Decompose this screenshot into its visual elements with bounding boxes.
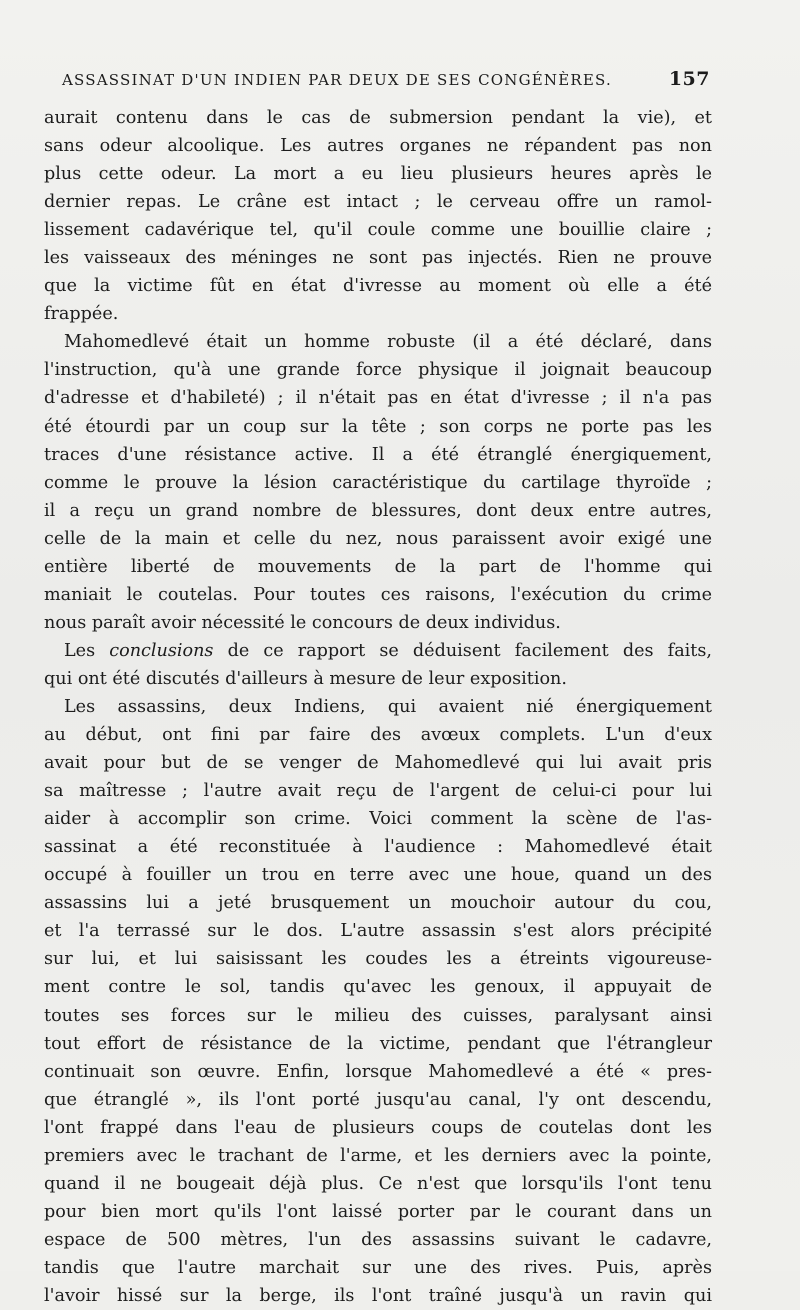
text-line: que la victime fût en état d'ivresse au moment où elle a été — [44, 276, 712, 297]
text-line: aider à accomplir son crime. Voici comment la scène de l'as- — [44, 809, 712, 830]
italic-term: conclusions — [109, 640, 214, 661]
text-line: les vaisseaux des méninges ne sont pas injectés. Rien ne prouve — [44, 248, 712, 269]
running-header — [62, 68, 710, 90]
text-line: traces d'une résistance active. Il a été étranglé énergiquement, — [44, 444, 712, 465]
text-line: frappée. — [44, 304, 119, 325]
text-line: sa maîtresse ; l'autre avait reçu de l'argent de celui-ci pour lui — [44, 781, 712, 802]
text-line: lissement cadavérique tel, qu'il coule comme une bouillie claire ; — [44, 220, 712, 241]
text-line: avait pour but de se venger de Mahomedlevé qui lui avait pris — [44, 753, 712, 774]
text-line: été étourdi par un coup sur la tête ; son corps ne porte pas les — [44, 416, 712, 437]
text-line: nous paraît avoir nécessité le concours de deux individus. — [44, 612, 561, 633]
text-line: qui ont été discutés d'ailleurs à mesure de leur exposition. — [44, 668, 567, 689]
running-title: ASSASSINAT D'UN INDIEN PAR DEUX DE SES CONGÉNÈRES. — [62, 71, 612, 89]
body-text — [44, 104, 712, 1310]
text-line: tandis que l'autre marchait sur une des rives. Puis, après — [44, 1257, 712, 1278]
text-line: quand il ne bougeait déjà plus. Ce n'est que lorsqu'ils l'ont tenu — [44, 1173, 712, 1194]
text-line: toutes ses forces sur le milieu des cuisses, paralysant ainsi — [44, 1005, 712, 1026]
text-line: l'instruction, qu'à une grande force physique il joignait beaucoup — [44, 360, 712, 381]
text-line: dernier repas. Le crâne est intact ; le cerveau offre un ramol- — [44, 192, 712, 213]
text-line: occupé à fouiller un trou en terre avec une houe, quand un des — [44, 865, 712, 886]
text-line: sassinat a été reconstituée à l'audience : Mahomedlevé était — [44, 837, 712, 858]
text-line: Les conclusions de ce rapport se déduisent facilement des faits, — [64, 640, 712, 661]
text-line: continuait son œuvre. Enfin, lorsque Mahomedlevé a été « pres- — [44, 1061, 712, 1082]
text-line: entière liberté de mouvements de la part de l'homme qui — [44, 556, 712, 577]
text-line: ment contre le sol, tandis qu'avec les genoux, il appuyait de — [44, 977, 712, 998]
text-line: et l'a terrassé sur le dos. L'autre assassin s'est alors précipité — [44, 921, 712, 942]
text-line: espace de 500 mètres, l'un des assassins suivant le cadavre, — [44, 1229, 712, 1250]
text-line: Mahomedlevé était un homme robuste (il a été déclaré, dans — [64, 332, 712, 353]
text-line: comme le prouve la lésion caractéristique du cartilage thyroïde ; — [44, 472, 712, 493]
text-line: l'ont frappé dans l'eau de plusieurs coups de coutelas dont les — [44, 1117, 712, 1138]
text-line: assassins lui a jeté brusquement un mouchoir autour du cou, — [44, 893, 712, 914]
text-line: que étranglé », ils l'ont porté jusqu'au canal, l'y ont descendu, — [44, 1089, 712, 1110]
text-line: maniait le coutelas. Pour toutes ces raisons, l'exécution du crime — [44, 584, 712, 605]
text-line: sans odeur alcoolique. Les autres organes ne répandent pas non — [44, 136, 712, 157]
text-line: aurait contenu dans le cas de submersion pendant la vie), et — [44, 108, 712, 128]
page-number: 157 — [668, 68, 710, 90]
text-line: il a reçu un grand nombre de blessures, dont deux entre autres, — [44, 500, 712, 521]
text-line: plus cette odeur. La mort a eu lieu plusieurs heures après le — [44, 164, 712, 185]
text-line: d'adresse et d'habileté) ; il n'était pas en état d'ivresse ; il n'a pas — [44, 388, 712, 409]
text-line: l'avoir hissé sur la berge, ils l'ont traîné jusqu'à un ravin qui — [44, 1285, 712, 1306]
text-line: tout effort de résistance de la victime, pendant que l'étrangleur — [44, 1033, 712, 1054]
text-line: au début, ont fini par faire des avœux complets. L'un d'eux — [44, 725, 712, 746]
text-line: sur lui, et lui saisissant les coudes les a étreints vigoureuse- — [44, 949, 712, 970]
text-line: celle de la main et celle du nez, nous paraissent avoir exigé une — [44, 528, 712, 549]
text-line: pour bien mort qu'ils l'ont laissé porter par le courant dans un — [44, 1201, 712, 1222]
text-line: premiers avec le trachant de l'arme, et les derniers avec la pointe, — [44, 1145, 712, 1166]
text-line: Les assassins, deux Indiens, qui avaient nié énergiquement — [64, 696, 712, 717]
